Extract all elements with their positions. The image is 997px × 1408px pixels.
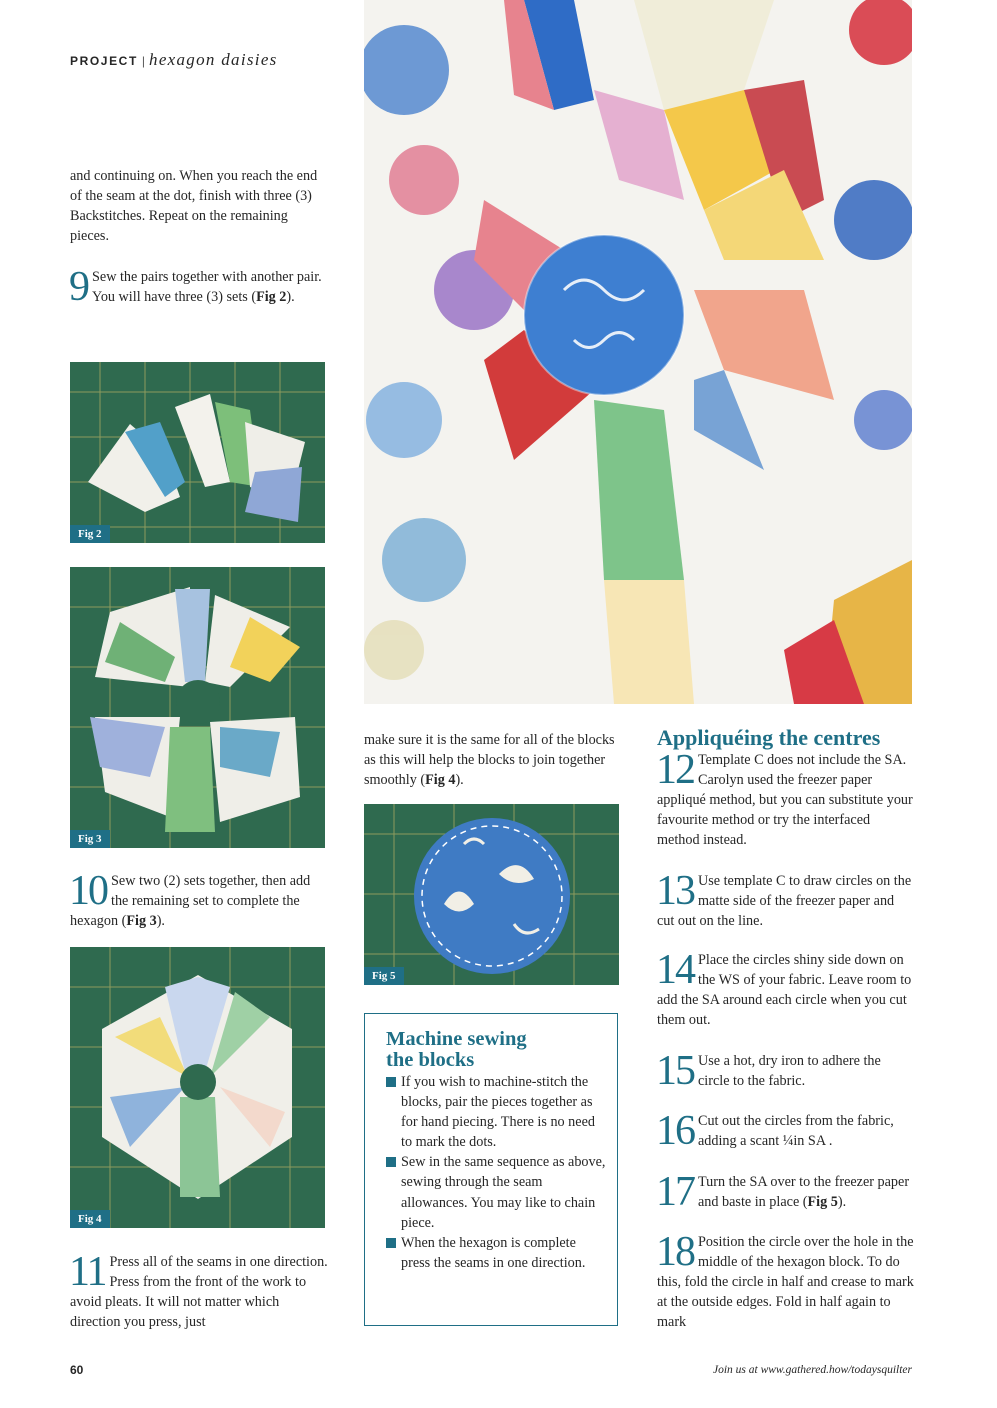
step-number: 11 xyxy=(69,1249,106,1295)
step-14 xyxy=(656,947,915,1030)
step-9 xyxy=(69,264,328,310)
bullet-square-icon xyxy=(386,1077,396,1087)
section-heading: Appliquéing the centres xyxy=(657,725,881,750)
step-text: Sew two (2) sets together, then add the remaining set to complete the hexagon ( xyxy=(70,873,311,930)
step-number: 13 xyxy=(656,868,694,914)
step-text: Place the circles shiny side down on the WS of your fabric. Leave room to add the SA around each circle when you cut them out. xyxy=(657,952,912,1029)
step-16 xyxy=(656,1108,915,1154)
header-separator: | xyxy=(141,54,146,68)
section-label: PROJECT xyxy=(70,54,138,68)
bullet-square-icon xyxy=(386,1238,396,1248)
step-text: Turn the SA over to the freezer paper and baste in place ( xyxy=(698,1174,910,1211)
step-15 xyxy=(656,1048,915,1094)
step-11 xyxy=(69,1249,328,1332)
step-number: 14 xyxy=(656,947,694,993)
list-item-text: If you wish to machine-stitch the blocks, pair the pieces together as for hand piecing. There is no need to mark the dots. xyxy=(401,1074,595,1151)
sidebar-list xyxy=(386,1072,608,1273)
machine-sewing-sidebar xyxy=(364,1013,618,1326)
figure-reference: Fig 5 xyxy=(807,1194,838,1211)
step-11-continued xyxy=(364,730,618,790)
step-10 xyxy=(69,868,328,931)
step-number: 16 xyxy=(656,1108,694,1154)
step-text-end: ). xyxy=(837,1194,847,1211)
step-text: Sew the pairs together with another pair. You will have three (3) sets ( xyxy=(92,269,322,306)
figure-label: Fig 2 xyxy=(70,525,110,543)
step-text: Use a hot, dry iron to adhere the circle to the fabric. xyxy=(698,1053,881,1090)
figure-2-photo xyxy=(70,362,325,543)
figure-reference: Fig 4 xyxy=(425,772,456,789)
running-header xyxy=(70,50,278,70)
step-number: 9 xyxy=(69,264,88,310)
list-item-text: Sew in the same sequence as above, sewing through the seam allowances. You may like to chain piece. xyxy=(401,1154,606,1231)
figure-label: Fig 5 xyxy=(364,967,404,985)
step-number: 10 xyxy=(69,868,107,914)
figure-3-photo xyxy=(70,567,325,848)
figure-reference: Fig 3 xyxy=(126,913,157,930)
step-number: 17 xyxy=(656,1169,694,1215)
cutting-mat-image xyxy=(70,947,325,1228)
step-text-end: ). xyxy=(286,289,295,306)
step-text: make sure it is the same for all of the blocks as this will help the blocks to join together smoothly ( xyxy=(364,732,615,789)
cutting-mat-image xyxy=(70,362,325,543)
bullet-square-icon xyxy=(386,1157,396,1167)
list-item xyxy=(386,1233,608,1273)
step-number: 12 xyxy=(656,747,694,793)
step-text: Use template C to draw circles on the matte side of the freezer paper and cut out on the line. xyxy=(657,873,912,930)
list-item-text: When the hexagon is complete press the seams in one direction. xyxy=(401,1234,586,1271)
step-text-end: ). xyxy=(455,772,464,789)
step-text: Press all of the seams in one direction. Press from the front of the work to avoid pleats. It will not matter which direction you press, just xyxy=(70,1254,328,1331)
figure-label: Fig 4 xyxy=(70,1210,110,1228)
step-number: 18 xyxy=(656,1229,694,1275)
page-number: 60 xyxy=(70,1363,84,1377)
step-text-end: ). xyxy=(156,913,165,930)
step-number: 15 xyxy=(656,1048,694,1094)
figure-5-photo xyxy=(364,804,619,985)
sidebar-title-line-1: Machine sewing xyxy=(386,1028,527,1050)
quilt-image xyxy=(364,0,912,704)
figure-label: Fig 3 xyxy=(70,830,110,848)
footer-tagline: Join us at www.gathered.how/todaysquilter xyxy=(712,1364,912,1376)
cutting-mat-image xyxy=(364,804,619,985)
step-text: Cut out the circles from the fabric, adding a scant ¼in SA . xyxy=(698,1113,894,1150)
quilt-hero-photo xyxy=(364,0,912,704)
figure-reference: Fig 2 xyxy=(256,289,287,306)
step-text: Template C does not include the SA. Carolyn used the freezer paper appliqué method, but you can substitute your favourite method or try the interfaced method instead. xyxy=(657,752,913,849)
cutting-mat-image xyxy=(70,567,325,848)
step-17 xyxy=(656,1169,915,1215)
sidebar-title-line-2: the blocks xyxy=(386,1049,475,1071)
list-item xyxy=(386,1152,608,1232)
step-13 xyxy=(656,868,915,931)
intro-paragraph: and continuing on. When you reach the end of the seam at the dot, finish with three (3) Backstitches. Repeat on the remaining pieces. xyxy=(70,168,318,245)
step-text: Position the circle over the hole in the middle of the hexagon block. To do this, fold the circle in half and crease to mark at the outside edges. Fold in half again to mark xyxy=(657,1234,914,1331)
list-item xyxy=(386,1072,608,1152)
sidebar-title xyxy=(386,1029,527,1071)
step-18 xyxy=(656,1229,915,1332)
figure-4-photo xyxy=(70,947,325,1228)
step-12 xyxy=(656,747,915,850)
project-title: hexagon daisies xyxy=(149,50,278,69)
